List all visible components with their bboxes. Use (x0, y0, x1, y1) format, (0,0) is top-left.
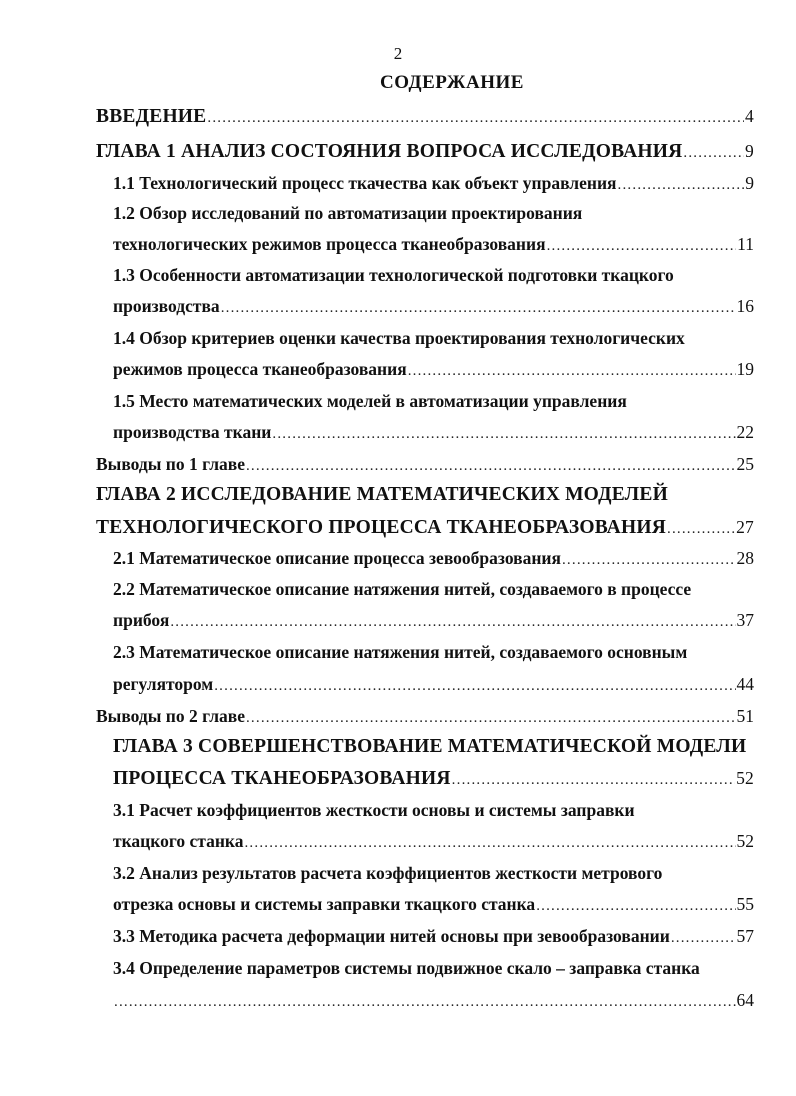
toc-entry-page: 52 (736, 831, 754, 851)
leader-dots (244, 832, 735, 854)
toc-entry-text: режимов процесса тканеобразования (113, 359, 407, 379)
leader-dots (170, 611, 735, 633)
toc-entry-text: производства ткани (113, 422, 272, 442)
toc-entry-3-4[interactable] (113, 989, 754, 1013)
toc-entry-text: регулятором (113, 674, 214, 694)
toc-entry-page: 9 (745, 141, 754, 161)
toc-entry-page: 9 (745, 173, 754, 193)
toc-entry-3-4-line1[interactable]: 3.4 Определение параметров системы подвижное скало – заправка станка (113, 958, 700, 978)
toc-entry-3-2[interactable] (113, 893, 754, 917)
leader-dots (452, 769, 735, 791)
toc-entry-chapter-3[interactable] (113, 767, 754, 791)
toc-entry-text: 3.3 Методика расчета деформации нитей основы при зевообразовании (113, 926, 670, 946)
leader-dots (272, 423, 735, 445)
toc-entry-page: 37 (736, 610, 754, 630)
toc-entry-1-2[interactable] (113, 233, 754, 257)
toc-entry-1-4[interactable] (113, 358, 754, 382)
leader-dots (562, 549, 736, 571)
leader-dots (547, 235, 737, 257)
leader-dots (408, 360, 736, 382)
leader-dots (221, 297, 736, 319)
toc-entry-2-2[interactable] (113, 609, 754, 633)
toc-entry-1-3[interactable] (113, 295, 754, 319)
toc-entry-chapter-2-line1[interactable]: ГЛАВА 2 ИССЛЕДОВАНИЕ МАТЕМАТИЧЕСКИХ МОДЕЛЕЙ (96, 484, 668, 505)
leader-dots (207, 107, 744, 129)
page-number: 2 (393, 44, 403, 63)
leader-dots (246, 455, 736, 477)
page-title: СОДЕРЖАНИЕ (380, 72, 524, 93)
toc-entry-chapter-3-line1[interactable]: ГЛАВА 3 СОВЕРШЕНСТВОВАНИЕ МАТЕМАТИЧЕСКОЙ МОДЕЛИ (113, 736, 747, 757)
toc-entry-page: 52 (736, 768, 754, 788)
toc-entry-text: прибоя (113, 610, 170, 630)
toc-entry-text: ВВЕДЕНИЕ (96, 106, 207, 127)
toc-entry-chapter-2[interactable] (96, 516, 754, 540)
toc-entry-page: 22 (736, 422, 754, 442)
toc-entry-3-1-line1[interactable]: 3.1 Расчет коэффициентов жесткости основы и системы заправки (113, 800, 635, 820)
toc-entry-page: 44 (736, 674, 754, 694)
toc-entry-text: 1.1 Технологический процесс ткачества как объект управления (113, 173, 617, 193)
leader-dots (683, 142, 744, 164)
toc-entry-text: 2.1 Математическое описание процесса зевообразования (113, 548, 561, 568)
toc-entry-text: отрезка основы и системы заправки ткацкого станка (113, 894, 536, 914)
toc-entry-1-5-line1[interactable]: 1.5 Место математических моделей в автоматизации управления (113, 391, 627, 411)
toc-entry-3-3[interactable] (113, 925, 754, 949)
toc-entry-1-5[interactable] (113, 421, 754, 445)
leader-dots (671, 927, 736, 949)
toc-entry-1-2-line1[interactable]: 1.2 Обзор исследований по автоматизации проектирования (113, 203, 583, 223)
toc-entry-page: 25 (736, 454, 754, 474)
toc-entry-2-3[interactable] (113, 673, 754, 697)
toc-entry-page: 16 (736, 296, 754, 316)
toc-entry-1-3-line1[interactable]: 1.3 Особенности автоматизации технологической подготовки ткацкого (113, 265, 674, 285)
toc-entry-page: 51 (736, 706, 754, 726)
toc-entry-text: ПРОЦЕССА ТКАНЕОБРАЗОВАНИЯ (113, 768, 451, 789)
leader-dots (114, 991, 736, 1013)
toc-entry-2-2-line1[interactable]: 2.2 Математическое описание натяжения нитей, создаваемого в процессе (113, 579, 692, 599)
toc-entry-page: 27 (736, 517, 754, 537)
toc-entry-page: 55 (736, 894, 754, 914)
toc-entry-text: ТЕХНОЛОГИЧЕСКОГО ПРОЦЕССА ТКАНЕОБРАЗОВАНИЯ (96, 517, 666, 538)
toc-entry-text: ГЛАВА 1 АНАЛИЗ СОСТОЯНИЯ ВОПРОСА ИССЛЕДОВАНИЯ (96, 141, 683, 162)
toc-entry-chapter-1[interactable] (96, 140, 754, 164)
toc-entry-conclusions-1[interactable] (96, 453, 754, 477)
toc-entry-text: производства (113, 296, 220, 316)
toc-entry-1-1[interactable] (113, 172, 754, 196)
toc-entry-2-1[interactable] (113, 547, 754, 571)
leader-dots (536, 895, 735, 917)
toc-entry-3-1[interactable] (113, 830, 754, 854)
toc-entry-conclusions-2[interactable] (96, 705, 754, 729)
leader-dots (618, 174, 745, 196)
toc-entry-text: технологических режимов процесса тканеобразования (113, 234, 546, 254)
toc-entry-page: 4 (745, 106, 754, 126)
toc-entry-page: 19 (736, 359, 754, 379)
toc-entry-text: ткацкого станка (113, 831, 244, 851)
toc-entry-2-3-line1[interactable]: 2.3 Математическое описание натяжения нитей, создаваемого основным (113, 642, 688, 662)
leader-dots (667, 518, 735, 540)
toc-entry-page: 57 (736, 926, 754, 946)
toc-entry-3-2-line1[interactable]: 3.2 Анализ результатов расчета коэффициентов жесткости метрового (113, 863, 663, 883)
toc-entry-text: Выводы по 1 главе (96, 454, 245, 474)
toc-entry-page: 11 (737, 234, 754, 254)
leader-dots (214, 675, 735, 697)
toc-entry-text: Выводы по 2 главе (96, 706, 245, 726)
toc-entry-introduction[interactable] (96, 105, 754, 129)
toc-entry-page: 64 (736, 990, 754, 1010)
toc-entry-1-4-line1[interactable]: 1.4 Обзор критериев оценки качества проектирования технологических (113, 328, 685, 348)
toc-entry-page: 28 (736, 548, 754, 568)
leader-dots (246, 707, 736, 729)
